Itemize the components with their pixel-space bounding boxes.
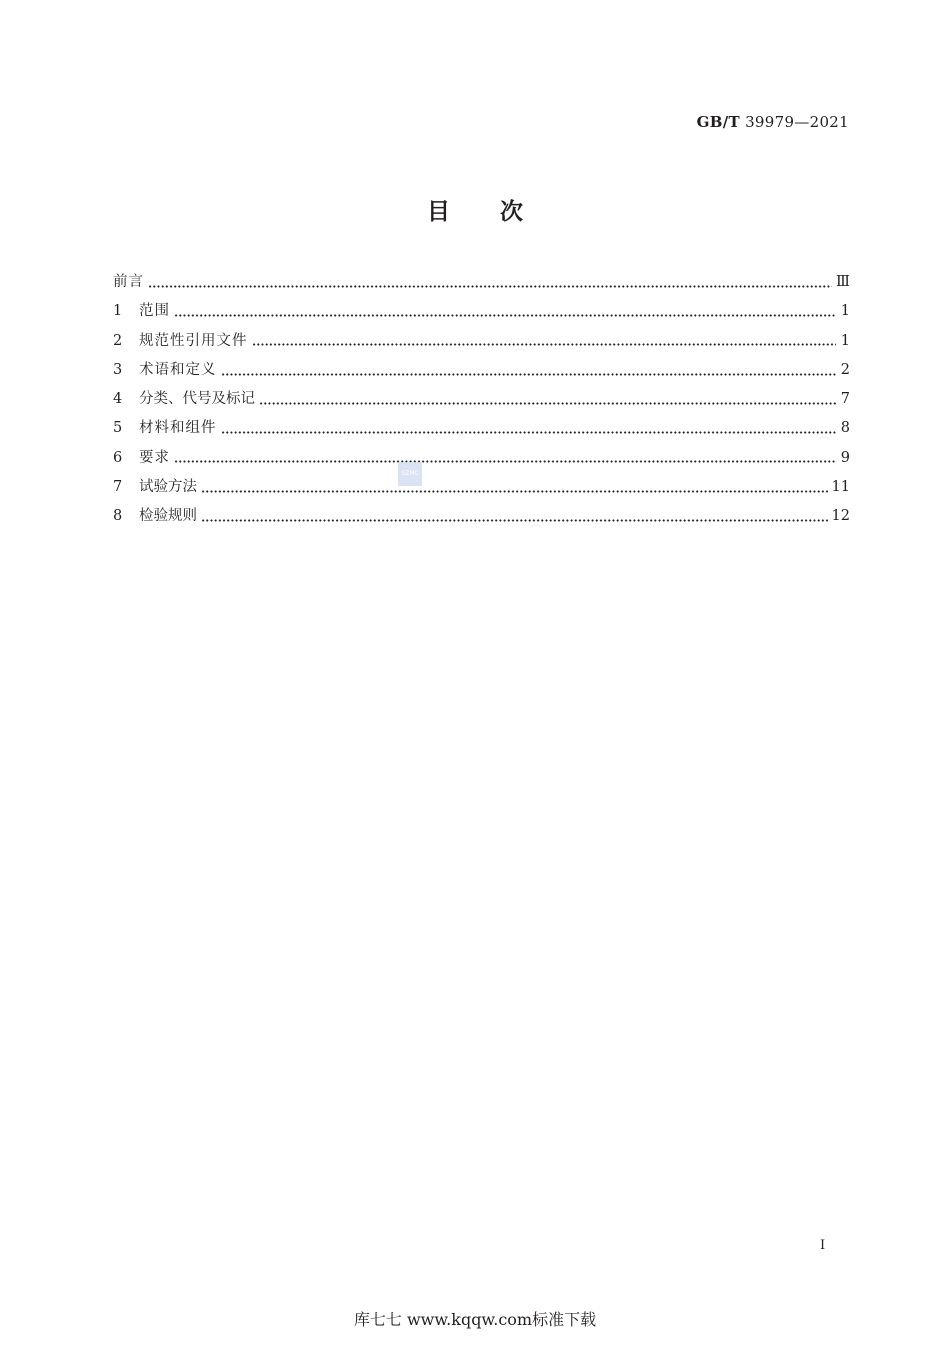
toc-number: 7 [113,479,123,496]
toc-page: 1 [840,332,850,349]
toc-entry-8[interactable] [113,504,850,533]
toc-entry-6[interactable] [113,446,850,475]
footer-text: 库七七 www.kqqw.com标准下载 [353,1310,597,1329]
toc-leader [221,373,837,376]
toc-label: 检验规则 [139,508,197,525]
toc-page: 7 [840,391,850,408]
toc-page: Ⅲ [836,274,850,290]
toc-number: 8 [113,508,123,525]
toc-number: 3 [113,361,123,378]
toc-number: 2 [113,332,123,349]
standard-prefix: GB/T [696,113,741,131]
toc-page: 2 [840,361,850,378]
toc-leader [174,460,836,463]
toc-entry-3[interactable] [113,358,850,387]
toc-entry-1[interactable] [113,299,850,328]
toc-leader [201,490,828,493]
watermark-stamp: SZMC [398,462,422,486]
toc-page: 11 [831,479,850,496]
toc-label: 规范性引用文件 [139,332,248,349]
toc-entry-foreword[interactable] [113,270,850,299]
toc-number: 5 [113,420,123,437]
toc-label: 前言 [113,274,144,290]
toc-label: 范围 [139,303,170,320]
toc-number: 4 [113,391,123,408]
toc-number: 6 [113,449,123,466]
toc-label: 分类、代号及标记 [139,391,255,408]
toc-entry-2[interactable] [113,329,850,358]
page-number: I [820,1238,826,1253]
table-of-contents [113,270,850,534]
standard-number: 39979—2021 [745,113,849,131]
toc-leader [259,402,836,405]
toc-page: 9 [840,449,850,466]
toc-leader [221,431,837,434]
standard-code [697,113,849,131]
toc-entry-4[interactable] [113,387,850,416]
toc-label: 材料和组件 [139,420,217,437]
toc-entry-7[interactable] [113,475,850,504]
toc-leader [201,519,828,522]
toc-page: 8 [840,420,850,437]
toc-leader [148,285,832,288]
toc-label: 要求 [139,449,170,466]
toc-leader [252,343,837,346]
toc-number: 1 [113,303,123,320]
toc-leader [174,314,836,317]
toc-entry-5[interactable] [113,416,850,445]
toc-label: 试验方法 [139,479,197,496]
page-title: 目次 [427,199,573,225]
toc-page: 1 [840,303,850,320]
toc-label: 术语和定义 [139,361,217,378]
toc-page: 12 [831,508,850,525]
